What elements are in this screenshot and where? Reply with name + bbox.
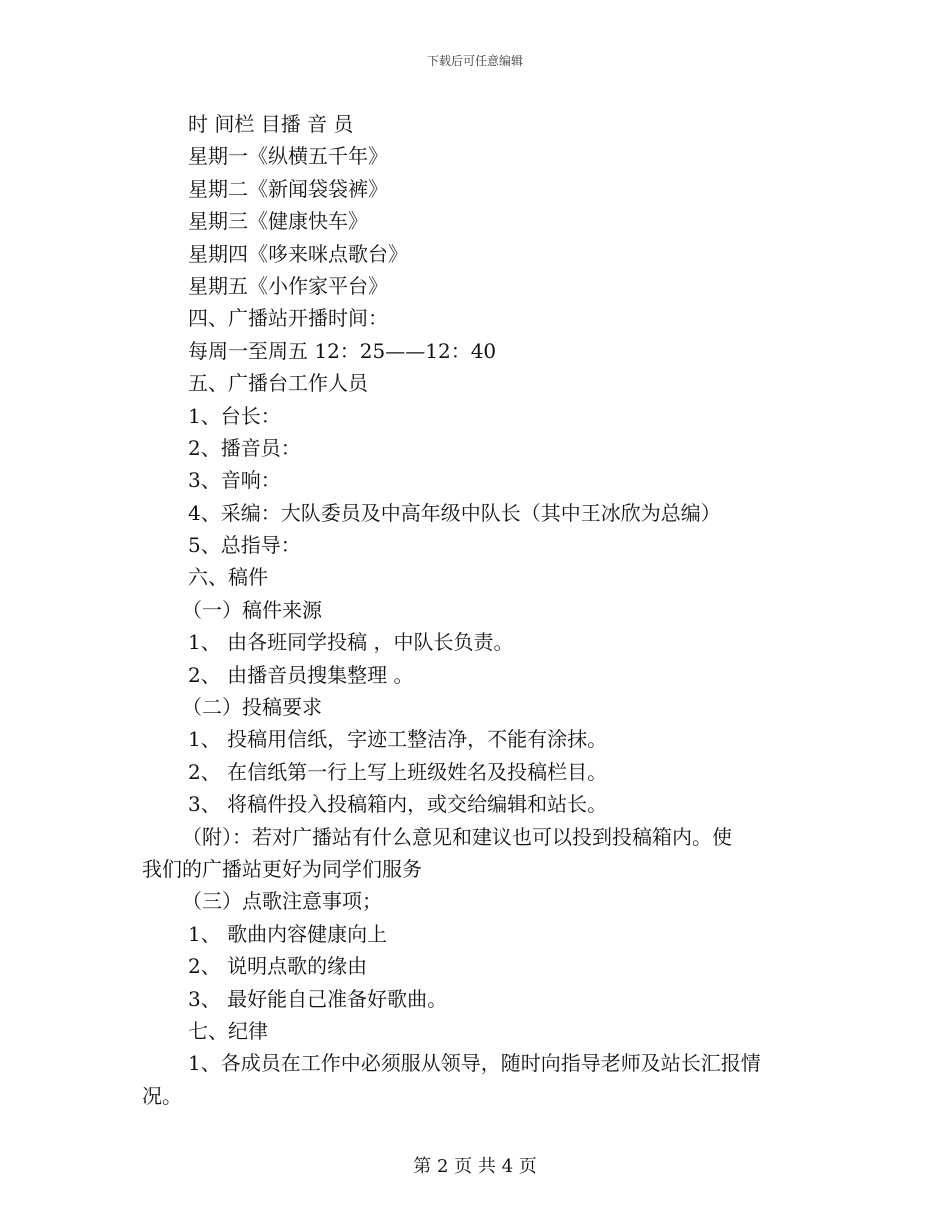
text-line: 五、广播台工作人员 bbox=[188, 371, 368, 396]
text-line: 2、 由播音员搜集整理 。 bbox=[188, 662, 414, 687]
text-line: 我们的广播站更好为同学们服务 bbox=[142, 856, 422, 881]
text-line: 七、纪律 bbox=[188, 1018, 268, 1043]
text-line: 3、音响： bbox=[188, 468, 281, 493]
text-line: （三）点歌注意事项； bbox=[182, 889, 382, 914]
text-line: 四、广播站开播时间： bbox=[188, 306, 388, 331]
text-line: 况。 bbox=[142, 1083, 182, 1108]
text-line: 3、 最好能自己准备好歌曲。 bbox=[188, 986, 448, 1011]
text-line: （附）：若对广播站有什么意见和建议也可以投到投稿箱内。使 bbox=[182, 824, 732, 849]
text-line: 2、 在信纸第一行上写上班级姓名及投稿栏目。 bbox=[188, 759, 608, 784]
text-line: 星期四《哆来咪点歌台》 bbox=[188, 241, 408, 266]
text-line: 时 间栏 目播 音 员 bbox=[188, 112, 354, 136]
text-line: 星期二《新闻袋袋裤》 bbox=[188, 176, 388, 201]
text-line: 六、稿件 bbox=[188, 565, 268, 590]
text-line: 2、播音员： bbox=[188, 435, 301, 460]
text-line: 1、各成员在工作中必须服从领导，随时向指导老师及站长汇报情 bbox=[188, 1051, 761, 1076]
text-line: 3、 将稿件投入投稿箱内，或交给编辑和站长。 bbox=[188, 792, 608, 817]
text-line: 1、台长： bbox=[188, 403, 281, 428]
text-line: （一）稿件来源 bbox=[182, 597, 322, 622]
text-line: （二）投稿要求 bbox=[182, 695, 322, 720]
text-line: 2、 说明点歌的缘由 bbox=[188, 954, 368, 979]
text-line: 星期五《小作家平台》 bbox=[188, 273, 388, 298]
text-line: 1、 歌曲内容健康向上 bbox=[188, 921, 388, 946]
text-line: 星期三《健康快车》 bbox=[188, 209, 368, 234]
text-line: 1、 由各班同学投稿 ，中队长负责。 bbox=[188, 630, 514, 655]
text-line: 5、总指导： bbox=[188, 533, 301, 558]
text-line: 4、采编：大队委员及中高年级中队长（其中王冰欣为总编） bbox=[188, 500, 721, 525]
page-footer: 第 2 页 共 4 页 bbox=[413, 1156, 537, 1177]
text-line: 1、 投稿用信纸，字迹工整洁净，不能有涂抹。 bbox=[188, 727, 608, 752]
document-body bbox=[142, 108, 810, 1112]
text-line: 星期一《纵横五千年》 bbox=[188, 144, 388, 169]
text-line: 每周一至周五 12：25——12：40 bbox=[188, 338, 497, 363]
page-header: 下载后可任意编辑 bbox=[426, 54, 523, 68]
